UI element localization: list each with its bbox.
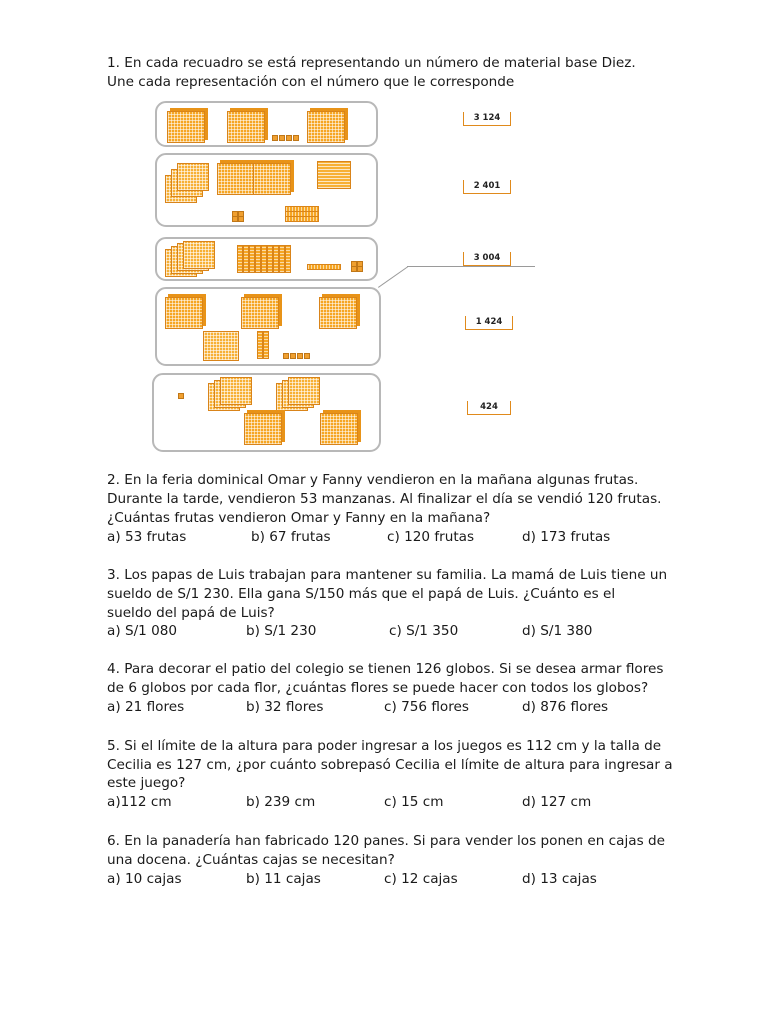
q3-option-b[interactable]: b) S/1 230 [246, 623, 317, 639]
thousand-cube [253, 163, 291, 195]
representation-box-2[interactable] [155, 153, 378, 227]
q2-option-d[interactable]: d) 173 frutas [522, 529, 611, 545]
ten-rod [285, 216, 319, 222]
hundred-flat [183, 241, 215, 269]
unit-cube [272, 135, 278, 141]
q5-option-b[interactable]: b) 239 cm [246, 794, 316, 810]
q3-option-a[interactable]: a) S/1 080 [107, 623, 178, 639]
number-option-1[interactable]: 3 124 [463, 112, 511, 126]
q5-line-2: Cecilia es 127 cm, ¿por cuánto sobrepasó Cecilia el límite de altura para ingresar a [107, 757, 673, 773]
hundred-flat [203, 331, 239, 361]
hundred-flat [288, 377, 320, 405]
q4-line-2: de 6 globos por cada flor, ¿cuántas flores se puede hacer con todos los globos? [107, 680, 649, 696]
q4-option-c[interactable]: c) 756 flores [384, 699, 469, 715]
number-option-5[interactable]: 424 [467, 401, 511, 415]
q5-option-d[interactable]: d) 127 cm [522, 794, 592, 810]
connector-line [407, 266, 535, 267]
thousand-cube [319, 297, 357, 329]
thousand-cube [241, 297, 279, 329]
thousand-cube [165, 297, 203, 329]
q6-option-c[interactable]: c) 12 cajas [384, 871, 458, 887]
unit-cube [279, 135, 285, 141]
q2-line-1: 2. En la feria dominical Omar y Fanny vendieron en la mañana algunas frutas. [107, 472, 639, 488]
ten-rod [285, 245, 291, 273]
unit-cube [238, 216, 244, 222]
thousand-cube [307, 111, 345, 143]
unit-cube [286, 135, 292, 141]
thousand-cube [244, 413, 282, 445]
unit-cube [290, 353, 296, 359]
unit-cube [178, 393, 184, 399]
unit-cube [283, 353, 289, 359]
q2-line-2: Durante la tarde, vendieron 53 manzanas. Al finalizar el día se vendió 120 frutas. [107, 491, 662, 507]
q3-option-d[interactable]: d) S/1 380 [522, 623, 593, 639]
q4-option-d[interactable]: d) 876 flores [522, 699, 609, 715]
hundred-flat [220, 377, 252, 405]
thousand-cube [320, 413, 358, 445]
q1-line-2: Une cada representación con el número que le corresponde [107, 74, 515, 90]
q6-option-b[interactable]: b) 11 cajas [246, 871, 321, 887]
q3-line-3: sueldo del papá de Luis? [107, 605, 275, 621]
number-option-2[interactable]: 2 401 [463, 180, 511, 194]
unit-cube [304, 353, 310, 359]
ten-rod [307, 264, 341, 270]
q5-option-c[interactable]: c) 15 cm [384, 794, 444, 810]
q6-line-2: una docena. ¿Cuántas cajas se necesitan? [107, 852, 395, 868]
q5-line-1: 5. Si el límite de la altura para poder ingresar a los juegos es 112 cm y la talla de [107, 738, 662, 754]
thousand-cube [217, 163, 255, 195]
q4-option-b[interactable]: b) 32 flores [246, 699, 324, 715]
unit-cube [297, 353, 303, 359]
q3-line-2: sueldo de S/1 230. Ella gana S/150 más que el papá de Luis. ¿Cuánto es el [107, 586, 616, 602]
thousand-cube [167, 111, 205, 143]
q2-option-a[interactable]: a) 53 frutas [107, 529, 187, 545]
representation-box-1[interactable] [155, 101, 378, 147]
unit-cube [357, 266, 363, 272]
q5-line-3: este juego? [107, 775, 186, 791]
q3-option-c[interactable]: c) S/1 350 [389, 623, 459, 639]
hundred-flat [317, 161, 351, 189]
number-option-4[interactable]: 1 424 [465, 316, 513, 330]
thousand-cube [227, 111, 265, 143]
q1-line-1: 1. En cada recuadro se está representando un número de material base Diez. [107, 55, 636, 71]
q4-option-a[interactable]: a) 21 flores [107, 699, 185, 715]
ten-rod [263, 331, 269, 359]
q6-option-d[interactable]: d) 13 cajas [522, 871, 597, 887]
q6-option-a[interactable]: a) 10 cajas [107, 871, 182, 887]
representation-box-5[interactable] [152, 373, 381, 452]
q2-option-b[interactable]: b) 67 frutas [251, 529, 331, 545]
unit-cube [293, 135, 299, 141]
number-option-3[interactable]: 3 004 [463, 252, 511, 266]
q5-option-a[interactable]: a)112 cm [107, 794, 172, 810]
q6-line-1: 6. En la panadería han fabricado 120 panes. Si para vender los ponen en cajas de [107, 833, 665, 849]
q2-line-3: ¿Cuántas frutas vendieron Omar y Fanny en la mañana? [107, 510, 491, 526]
q4-line-1: 4. Para decorar el patio del colegio se tienen 126 globos. Si se desea armar flores [107, 661, 664, 677]
representation-box-4[interactable] [155, 287, 381, 366]
connector-line [378, 266, 408, 287]
q2-option-c[interactable]: c) 120 frutas [387, 529, 475, 545]
q3-line-1: 3. Los papas de Luis trabajan para mantener su familia. La mamá de Luis tiene un [107, 567, 668, 583]
representation-box-3[interactable] [155, 237, 378, 281]
hundred-flat [177, 163, 209, 191]
